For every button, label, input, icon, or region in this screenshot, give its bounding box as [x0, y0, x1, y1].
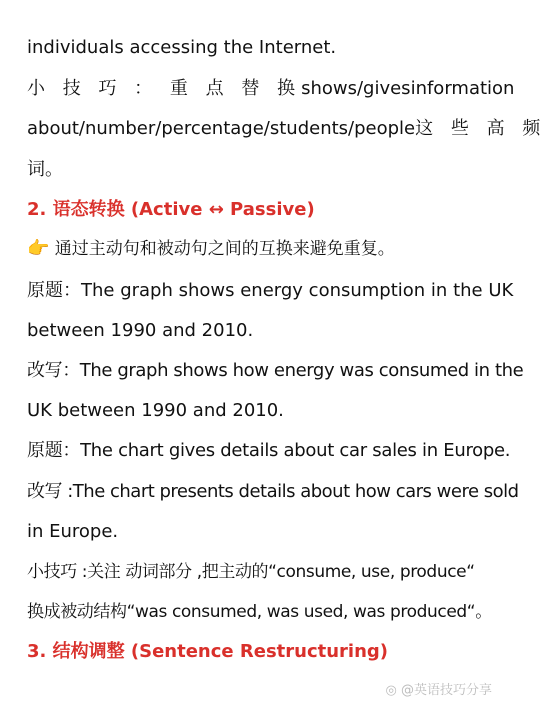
rewrite-line-2a: 改写 :The chart presents details about how cars were sold: [27, 481, 519, 502]
text-line-individuals: individuals accessing the Internet.: [27, 37, 337, 58]
tip-voice-text: 通过主动句和被动句之间的互换来避免重复。: [54, 239, 395, 259]
watermark: ◎ @英语技巧分享: [385, 683, 492, 698]
rewrite-line-2b: in Europe.: [27, 521, 119, 542]
text-line-ci: 词。: [27, 159, 63, 180]
tip-line-keyword-replace: [27, 77, 515, 101]
rewrite-line-1a: 改写：The graph shows how energy was consumed in the: [27, 360, 524, 381]
rewrite-line-1b: UK between 1990 and 2010.: [27, 400, 284, 421]
original-line-1b: between 1990 and 2010.: [27, 320, 254, 341]
tip-keywords-list: about/number/percentage/students/people: [27, 118, 416, 139]
pointing-hand-icon: 👉: [27, 238, 50, 259]
tip-line-verb-1: 小技巧 :关注 动词部分 ,把主动的“consume, use, produce“: [27, 562, 475, 582]
section-heading-voice: 2. 语态转换 (Active ↔ Passive): [27, 199, 315, 220]
tip-keyword-information: information: [410, 78, 515, 99]
tip-highfreq-label: 这 些 高 频: [415, 118, 546, 139]
tip-line-about: [27, 117, 546, 141]
tip-voice-line: [27, 237, 475, 261]
original-line-2: 原题：The chart gives details about car sales in Europe.: [27, 440, 511, 461]
tip-keywords: shows/gives: [301, 78, 411, 99]
section-heading-restructuring: 3. 结构调整 (Sentence Restructuring): [27, 641, 389, 662]
original-line-1a: 原题：The graph shows energy consumption in the UK: [27, 280, 514, 301]
tip-label: 小 技 巧 ： 重 点 替 换: [27, 78, 302, 99]
tip-line-verb-2: 换成被动结构“was consumed, was used, was produced“。: [27, 602, 492, 622]
